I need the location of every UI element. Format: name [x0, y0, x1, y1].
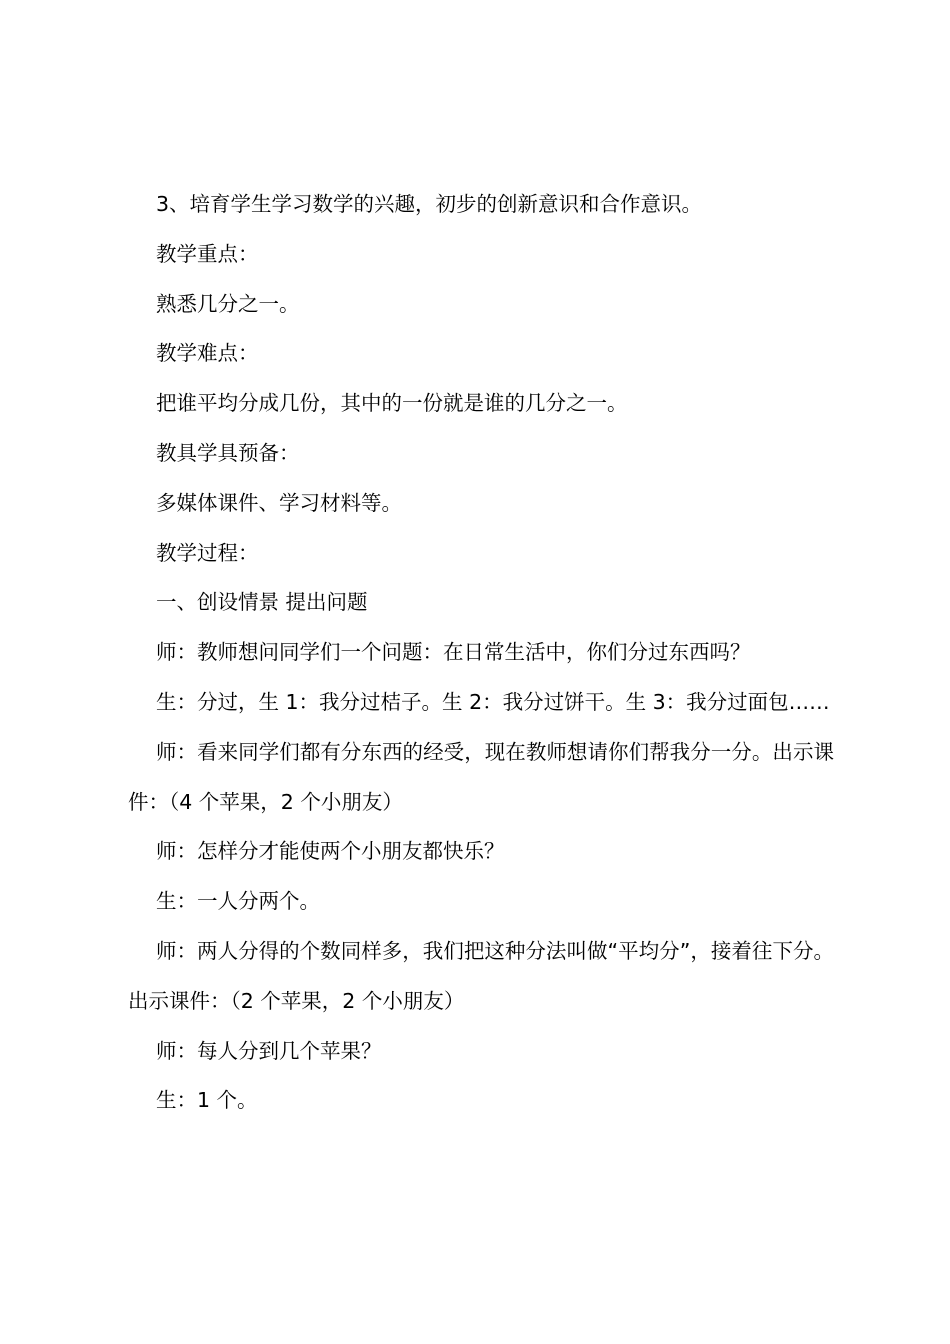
- paragraph-key-points: 熟悉几分之一。: [156, 291, 300, 316]
- dialogue-line: 生：1 个。: [156, 1088, 258, 1113]
- heading-process: 教学过程：: [156, 540, 259, 565]
- heading-key-points: 教学重点：: [156, 241, 259, 266]
- paragraph-difficulties: 把谁平均分成几份，其中的一份就是谁的几分之一。: [156, 391, 628, 416]
- dialogue-line: 师：看来同学们都有分东西的经受，现在教师想请你们帮我分一分。出示课件：（4 个苹果，2 个小朋友）: [128, 739, 834, 814]
- dialogue-line: 师：怎样分才能使两个小朋友都快乐？: [156, 839, 505, 864]
- dialogue-line: 师：每人分到几个苹果？: [156, 1038, 382, 1063]
- heading-materials: 教具学具预备：: [156, 440, 300, 465]
- dialogue-line: 生：分过，生 1：我分过桔子。生 2：我分过饼干。生 3：我分过面包……: [156, 689, 830, 714]
- section-heading-1: 一、创设情景 提出问题: [156, 590, 368, 615]
- dialogue-line: 生：一人分两个。: [156, 889, 320, 914]
- dialogue-line: 师：两人分得的个数同样多，我们把这种分法叫做“平均分”，接着往下分。出示课件：（2 个苹果，2 个小朋友）: [128, 938, 834, 1013]
- document-page: [128, 180, 834, 1126]
- heading-difficulties: 教学难点：: [156, 341, 259, 366]
- paragraph-goal-3: 3、培育学生学习数学的兴趣，初步的创新意识和合作意识。: [156, 192, 703, 216]
- dialogue-line: 师：教师想问同学们一个问题：在日常生活中，你们分过东西吗？: [156, 640, 751, 665]
- paragraph-materials: 多媒体课件、学习材料等。: [156, 490, 402, 515]
